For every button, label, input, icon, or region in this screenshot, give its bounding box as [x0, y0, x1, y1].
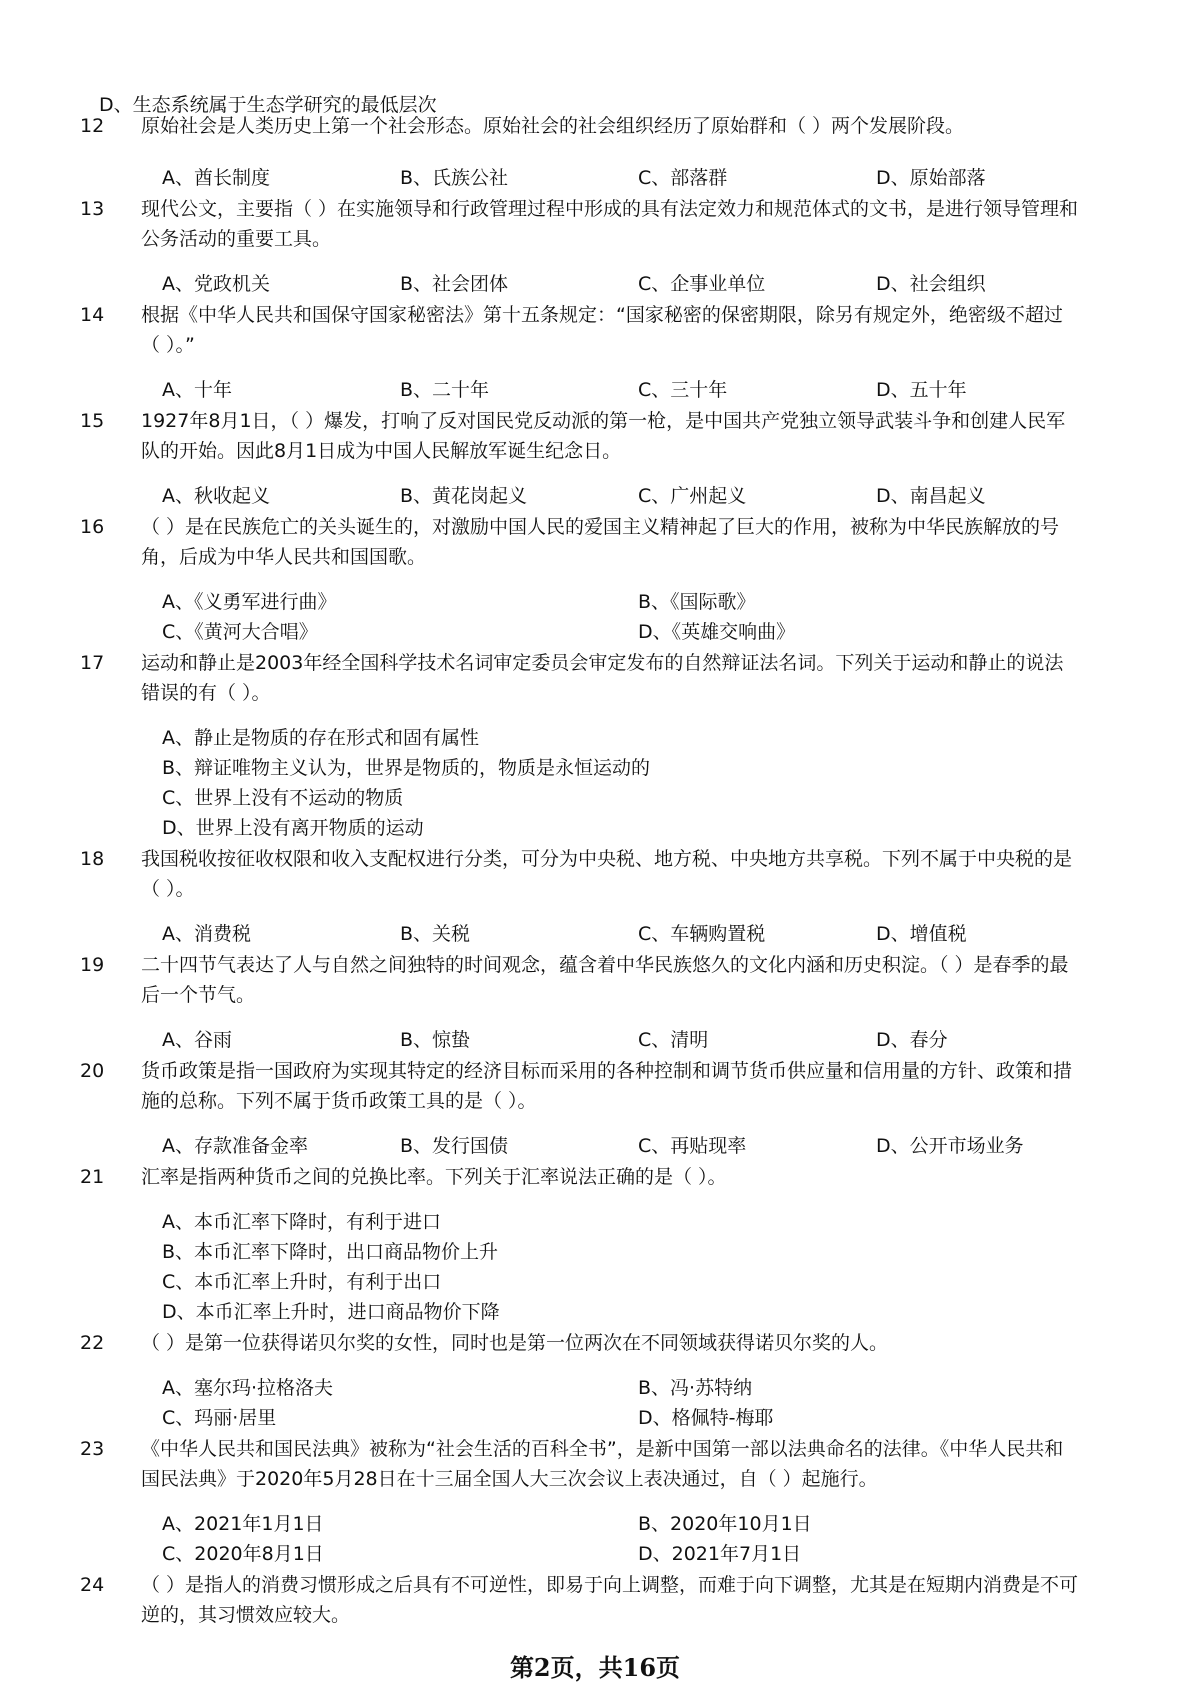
option-a: A、存款准备金率 — [162, 1135, 308, 1157]
option-c: C、广州起义 — [638, 485, 747, 507]
option-d: D、社会组织 — [876, 273, 986, 295]
option-c: C、世界上没有不运动的物质 — [162, 787, 404, 809]
question-text: 1927年8月1日，（ ）爆发，打响了反对国民党反动派的第一枪，是中国共产党独立领导武装斗争和创建人民军队的开始。因此8月1日成为中国人民解放军诞生纪念日。 — [141, 410, 1066, 462]
question-text: 货币政策是指一国政府为实现其特定的经济目标而采用的各种控制和调节货币供应量和信用量的方针、政策和措施的总称。下列不属于货币政策工具的是（ ）。 — [141, 1060, 1073, 1112]
option-c: C、玛丽·居里 — [162, 1407, 277, 1429]
question-text: 现代公文，主要指（ ）在实施领导和行政管理过程中形成的具有法定效力和规范体式的文书，是进行领导管理和公务活动的重要工具。 — [141, 198, 1079, 250]
option-a: A、秋收起义 — [162, 485, 270, 507]
question-number: 19 — [80, 954, 105, 976]
question-text: 原始社会是人类历史上第一个社会形态。原始社会的社会组织经历了原始群和（ ）两个发展阶段。 — [141, 115, 965, 137]
option-c: C、企事业单位 — [638, 273, 766, 295]
question-number: 22 — [80, 1332, 105, 1354]
question-number: 16 — [80, 516, 105, 538]
option-b: B、本币汇率下降时，出口商品物价上升 — [162, 1241, 499, 1263]
option-b: B、关税 — [400, 923, 471, 945]
option-d: D、《英雄交响曲》 — [638, 621, 796, 643]
option-d: D、五十年 — [876, 379, 967, 401]
option-b: B、《国际歌》 — [638, 591, 756, 613]
option-d: D、2021年7月1日 — [638, 1543, 802, 1565]
question-text: 我国税收按征收权限和收入支配权进行分类，可分为中央税、地方税、中央地方共享税。下列不属于中央税的是（ ）。 — [141, 848, 1073, 900]
option-d: D、春分 — [876, 1029, 948, 1051]
option-b: B、二十年 — [400, 379, 490, 401]
option-d: D、原始部落 — [876, 167, 986, 189]
option-d: D、公开市场业务 — [876, 1135, 1024, 1157]
option-a: A、《义勇军进行曲》 — [162, 591, 337, 613]
previous-question-option-d: D、生态系统属于生态学研究的最低层次 — [99, 94, 437, 116]
question-text: 二十四节气表达了人与自然之间独特的时间观念，蕴含着中华民族悠久的文化内涵和历史积淀。（ ）是春季的最后一个节气。 — [141, 954, 1069, 1006]
page-footer: 第2页，共16页 — [509, 1653, 681, 1682]
option-a: A、塞尔玛·拉格洛夫 — [162, 1377, 334, 1399]
option-c: C、《黄河大合唱》 — [162, 621, 318, 643]
question-number: 15 — [80, 410, 105, 432]
question-text: 《中华人民共和国民法典》被称为“社会生活的百科全书”，是新中国第一部以法典命名的法律。《中华人民共和国民法典》于2020年5月28日在十三届全国人大三次会议上表决通过，自（ ）起施行。 — [141, 1438, 1064, 1490]
question-text: （ ）是第一位获得诺贝尔奖的女性，同时也是第一位两次在不同领域获得诺贝尔奖的人。 — [141, 1332, 889, 1354]
option-b: B、氏族公社 — [400, 167, 509, 189]
question-number: 13 — [80, 198, 105, 220]
option-a: A、谷雨 — [162, 1029, 232, 1051]
option-d: D、本币汇率上升时，进口商品物价下降 — [162, 1301, 500, 1323]
option-c: C、车辆购置税 — [638, 923, 766, 945]
question-text: （ ）是在民族危亡的关头诞生的，对激励中国人民的爱国主义精神起了巨大的作用，被称为中华民族解放的号角，后成为中华人民共和国国歌。 — [141, 516, 1060, 568]
question-number: 18 — [80, 848, 105, 870]
option-a: A、酋长制度 — [162, 167, 270, 189]
option-d: D、南昌起义 — [876, 485, 986, 507]
question-number: 12 — [80, 115, 105, 137]
question-number: 20 — [80, 1060, 105, 1082]
option-d: D、世界上没有离开物质的运动 — [162, 817, 424, 839]
question-number: 21 — [80, 1166, 105, 1188]
option-b: B、辩证唯物主义认为，世界是物质的，物质是永恒运动的 — [162, 757, 651, 779]
option-a: A、消费税 — [162, 923, 251, 945]
option-a: A、十年 — [162, 379, 232, 401]
question-text: 汇率是指两种货币之间的兑换比率。下列关于汇率说法正确的是（ ）。 — [141, 1166, 727, 1188]
option-b: B、冯·苏特纳 — [638, 1377, 753, 1399]
option-d: D、格佩特-梅耶 — [638, 1407, 774, 1429]
option-b: B、惊蛰 — [400, 1029, 471, 1051]
question-text: （ ）是指人的消费习惯形成之后具有不可逆性，即易于向上调整，而难于向下调整，尤其是在短期内消费是不可逆的，其习惯效应较大。 — [141, 1574, 1079, 1626]
option-b: B、黄花岗起义 — [400, 485, 528, 507]
option-a: A、2021年1月1日 — [162, 1513, 324, 1535]
option-c: C、清明 — [638, 1029, 709, 1051]
option-c: C、三十年 — [638, 379, 728, 401]
question-number: 23 — [80, 1438, 105, 1460]
question-number: 14 — [80, 304, 105, 326]
option-d: D、增值税 — [876, 923, 967, 945]
question-number: 24 — [80, 1574, 105, 1596]
option-b: B、2020年10月1日 — [638, 1513, 812, 1535]
question-text: 根据《中华人民共和国保守国家秘密法》第十五条规定：“国家秘密的保密期限，除另有规定外，绝密级不超过（ ）。” — [141, 304, 1063, 356]
option-a: A、本币汇率下降时，有利于进口 — [162, 1211, 441, 1233]
option-b: B、发行国债 — [400, 1135, 509, 1157]
question-number: 17 — [80, 652, 105, 674]
option-b: B、社会团体 — [400, 273, 509, 295]
question-text: 运动和静止是2003年经全国科学技术名词审定委员会审定发布的自然辩证法名词。下列关于运动和静止的说法错误的有（ ）。 — [141, 652, 1064, 704]
option-a: A、静止是物质的存在形式和固有属性 — [162, 727, 479, 749]
option-c: C、部落群 — [638, 167, 728, 189]
option-c: C、2020年8月1日 — [162, 1543, 324, 1565]
option-c: C、再贴现率 — [638, 1135, 747, 1157]
option-c: C、本币汇率上升时，有利于出口 — [162, 1271, 442, 1293]
option-a: A、党政机关 — [162, 273, 270, 295]
